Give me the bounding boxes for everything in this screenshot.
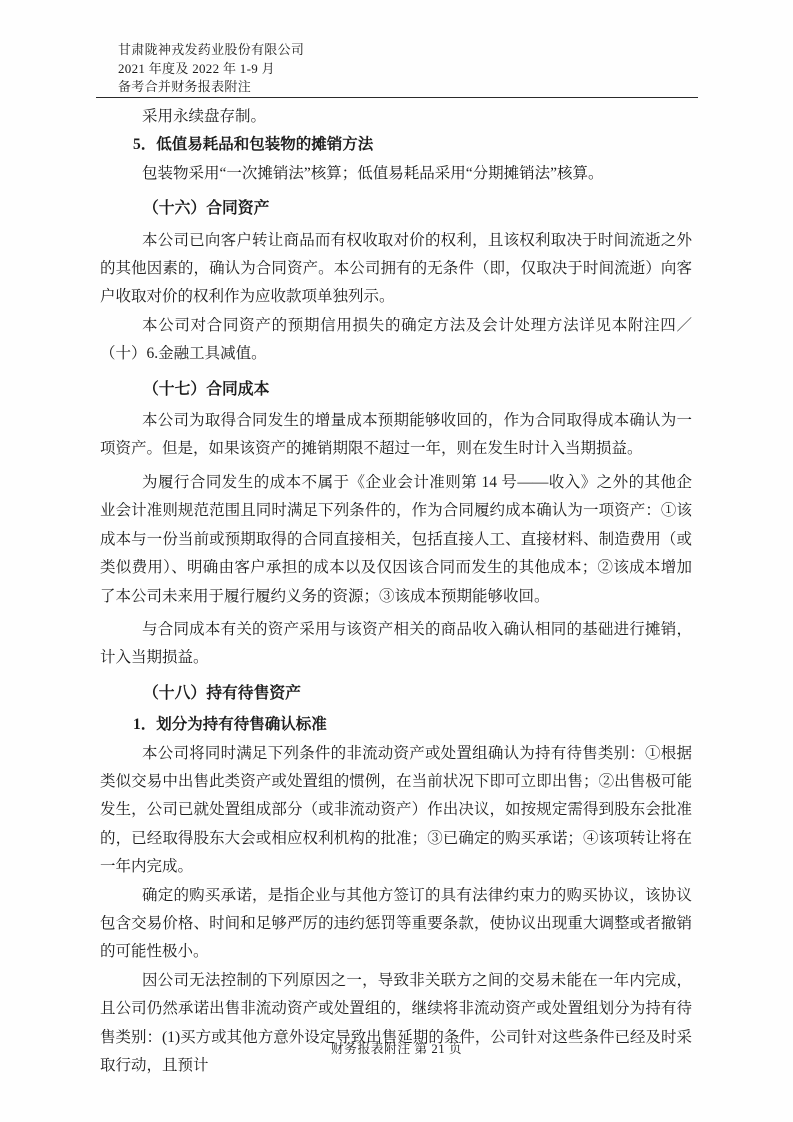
paragraph-contract-assets-definition: 本公司已向客户转让商品而有权收取对价的权利，且该权利取决于时间流逝之外的其他因素的，确认为合同资产。本公司拥有的无条件（即，仅取决于时间流逝）向客户收取对价的权利作为应收款项单独列示。 (100, 231, 692, 306)
heading-17-contract-costs: （十七）合同成本 (143, 380, 270, 398)
heading-16-contract-assets: （十六）合同资产 (143, 200, 270, 218)
document-header (118, 41, 678, 97)
paragraph-amortization-detail: 包装物采用“一次摊销法”核算；低值易耗品采用“分期摊销法”核算。 (142, 164, 604, 182)
heading-1-classification-criteria: 1．划分为持有待售确认标准 (133, 716, 327, 734)
paragraph-purchase-commitment: 确定的购买承诺，是指企业与其他方签订的具有法律约束力的购买协议，该协议包含交易价格、时间和足够严厉的违约惩罚等重要条款，使协议出现重大调整或者撤销的可能性极小。 (100, 886, 692, 961)
page-footer (0, 1038, 793, 1057)
paragraph-contract-costs-amortization: 与合同成本有关的资产采用与该资产相关的商品收入确认相同的基础进行摊销，计入当期损益。 (100, 620, 692, 667)
report-title: 备考合并财务报表附注 (118, 79, 252, 95)
page-number-label: 财务报表附注 第 21 页 (330, 1042, 463, 1056)
paragraph-contract-costs-acquisition: 本公司为取得合同发生的增量成本预期能够收回的，作为合同取得成本确认为一项资产。但是，如果该资产的摊销期限不超过一年，则在发生时计入当期损益。 (100, 412, 692, 458)
paragraph-contract-assets-impairment: 本公司对合同资产的预期信用损失的确定方法及会计处理方法详见本附注四／（十）6.金融工具减值。 (100, 316, 692, 363)
paragraph-held-for-sale-conditions: 本公司将同时满足下列条件的非流动资产或处置组确认为持有待售类别：①根据类似交易中出售此类资产或处置组的惯例，在当前状况下即可立即出售；②出售极可能发生，公司已就处置组成部分（或非流动资产）作出决议，如按规定需得到股东会批准的，已经取得股东大会或相应权利机构的批准；③已确定的购买承诺；④该项转让将在一年内完成。 (100, 744, 692, 876)
document-body (100, 103, 692, 1080)
heading-18-held-for-sale-assets: （十八）持有待售资产 (143, 684, 301, 702)
paragraph-uncontrollable-delay: 因公司无法控制的下列原因之一，导致非关联方之间的交易未能在一年内完成，且公司仍然承诺出售非流动资产或处置组的，继续将非流动资产或处置组划分为持有待售类别：(1)买方或其他方意外设定导致出售延期的条件，公司针对这些条件已经及时采取行动，且预计 (100, 971, 692, 1074)
heading-5-amortization-method: 5．低值易耗品和包装物的摊销方法 (133, 136, 374, 154)
company-name: 甘肃陇神戎发药业股份有限公司 (118, 42, 305, 57)
paragraph-perpetual-inventory: 采用永续盘存制。 (142, 108, 267, 125)
paragraph-contract-costs-fulfillment: 为履行合同发生的成本不属于《企业会计准则第 14 号——收入》之外的其他企业会计准则规范范围且同时满足下列条件的，作为合同履约成本确认为一项资产：①该成本与一份当前或预期取得的合同直接相关，包括直接人工、直接材料、制造费用（或类似费用）、明确由客户承担的成本以及仅因该合同而发生的其他成本；②该成本增加了本公司未来用于履行履约义务的资源；③该成本预期能够收回。 (100, 473, 692, 605)
header-divider (96, 97, 698, 98)
report-period: 2021 年度及 2022 年 1-9 月 (118, 60, 275, 76)
